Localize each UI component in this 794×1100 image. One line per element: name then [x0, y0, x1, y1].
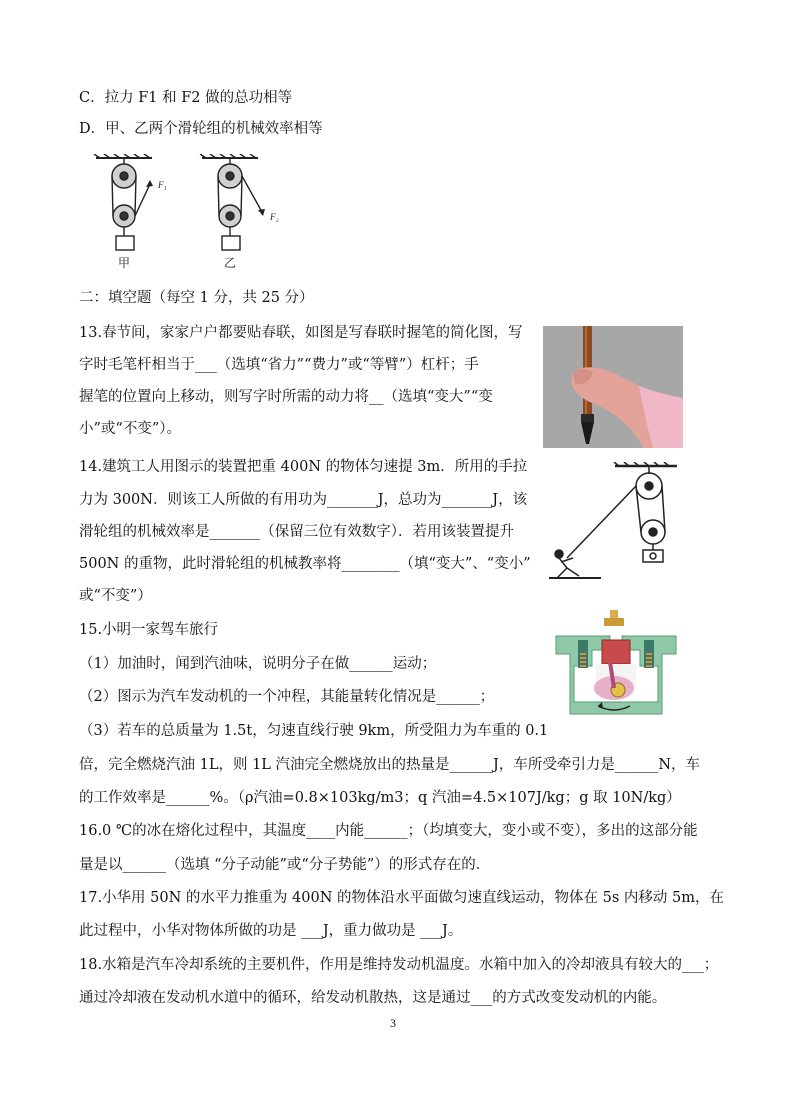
q13-line-2: 字时毛笔杆相当于___（选填“省力”“费力”或“等臂”）杠杆；手: [79, 357, 479, 373]
engine-stroke-figure: [552, 610, 680, 720]
hand-holding-brush-image: [543, 326, 683, 448]
q14-line-2: 力为 300N．则该工人所做的有用功为_______J，总功为_______J，该: [79, 492, 528, 508]
pulley-systems-figure: [92, 154, 297, 270]
worker-pulley-figure: [545, 462, 685, 584]
pulley-system-jia: [94, 154, 152, 250]
q14-line-5: 或“不变”）: [79, 588, 152, 604]
q18-line-2: 通过冷却液在发动机水道中的循环，给发动机散热，这是通过___的方式改变发动机的内能。: [79, 990, 667, 1006]
f2-label: F₂: [270, 212, 279, 222]
q15-line-6: 的工作效率是______%。（ρ汽油=0.8×103kg/m3；q 汽油=4.5×107J/kg；g 取 10N/kg）: [79, 790, 681, 806]
q17-line-1: 17.小华用 50N 的水平力推重为 400N 的物体沿水平面做匀速直线运动，物体在 5s 内移动 5m，在: [79, 890, 724, 906]
q16-line-1: 16.0 ℃的冰在熔化过程中，其温度____内能______；（均填变大，变小或不变），多出的这部分能: [79, 823, 698, 839]
option-c: C．拉力 F1 和 F2 做的总功相等: [79, 90, 293, 106]
q15-title: 15.小明一家驾车旅行: [79, 622, 219, 638]
q16-line-2: 量是以______（选填 “分子动能”或“分子势能”）的形式存在的．: [79, 857, 491, 873]
jia-label: 甲: [118, 256, 131, 270]
f1-arrow-icon: [146, 180, 153, 187]
yi-label: 乙: [224, 256, 237, 270]
q13-line-3: 握笔的位置向上移动，则写字时所需的动力将__（选填“变大”“变: [79, 389, 493, 405]
brush-photo: [543, 326, 683, 448]
q14-line-3: 滑轮组的机械效率是_______（保留三位有效数字）．若用该装置提升: [79, 524, 514, 540]
section-heading: 二：填空题（每空 1 分，共 25 分）: [79, 290, 314, 306]
q15-part-1: （1）加油时，闻到汽油味，说明分子在做______运动；: [79, 656, 437, 672]
q18-line-1: 18.水箱是汽车冷却系统的主要机件，作用是维持发动机温度。水箱中加入的冷却液具有较大的___；: [79, 957, 719, 973]
q14-line-4: 500N 的重物，此时滑轮组的机械教率将________（填“变大”、“变小”: [79, 556, 531, 572]
q13-line-4: 小”或“不变”）。: [79, 421, 181, 437]
f1-label: F₁: [158, 180, 167, 190]
q14-line-1: 14.建筑工人用图示的装置把重 400N 的物体匀速提 3m．所用的手拉: [79, 459, 528, 475]
q17-line-2: 此过程中，小华对物体所做的功是 ___J，重力做功是 ___J。: [79, 923, 463, 939]
pulley-system-yi: [200, 154, 262, 250]
q15-part-2: （2）图示为汽车发动机的一个冲程，其能量转化情况是______；: [79, 689, 495, 705]
q13-line-1: 13.春节间，家家户户都要贴春联，如图是写春联时握笔的简化图，写: [79, 325, 523, 341]
f2-arrow-icon: [258, 209, 265, 216]
q15-part-3: （3）若车的总质量为 1.5t，匀速直线行驶 9km，所受阻力为车重的 0.1: [79, 723, 549, 739]
q15-line-5: 倍，完全燃烧汽油 1L，则 1L 汽油完全燃烧放出的热量是______J，车所受牵引力是______N，车: [79, 757, 701, 773]
page-number: 3: [390, 1016, 396, 1030]
option-d: D．甲、乙两个滑轮组的机械效率相等: [79, 121, 323, 137]
